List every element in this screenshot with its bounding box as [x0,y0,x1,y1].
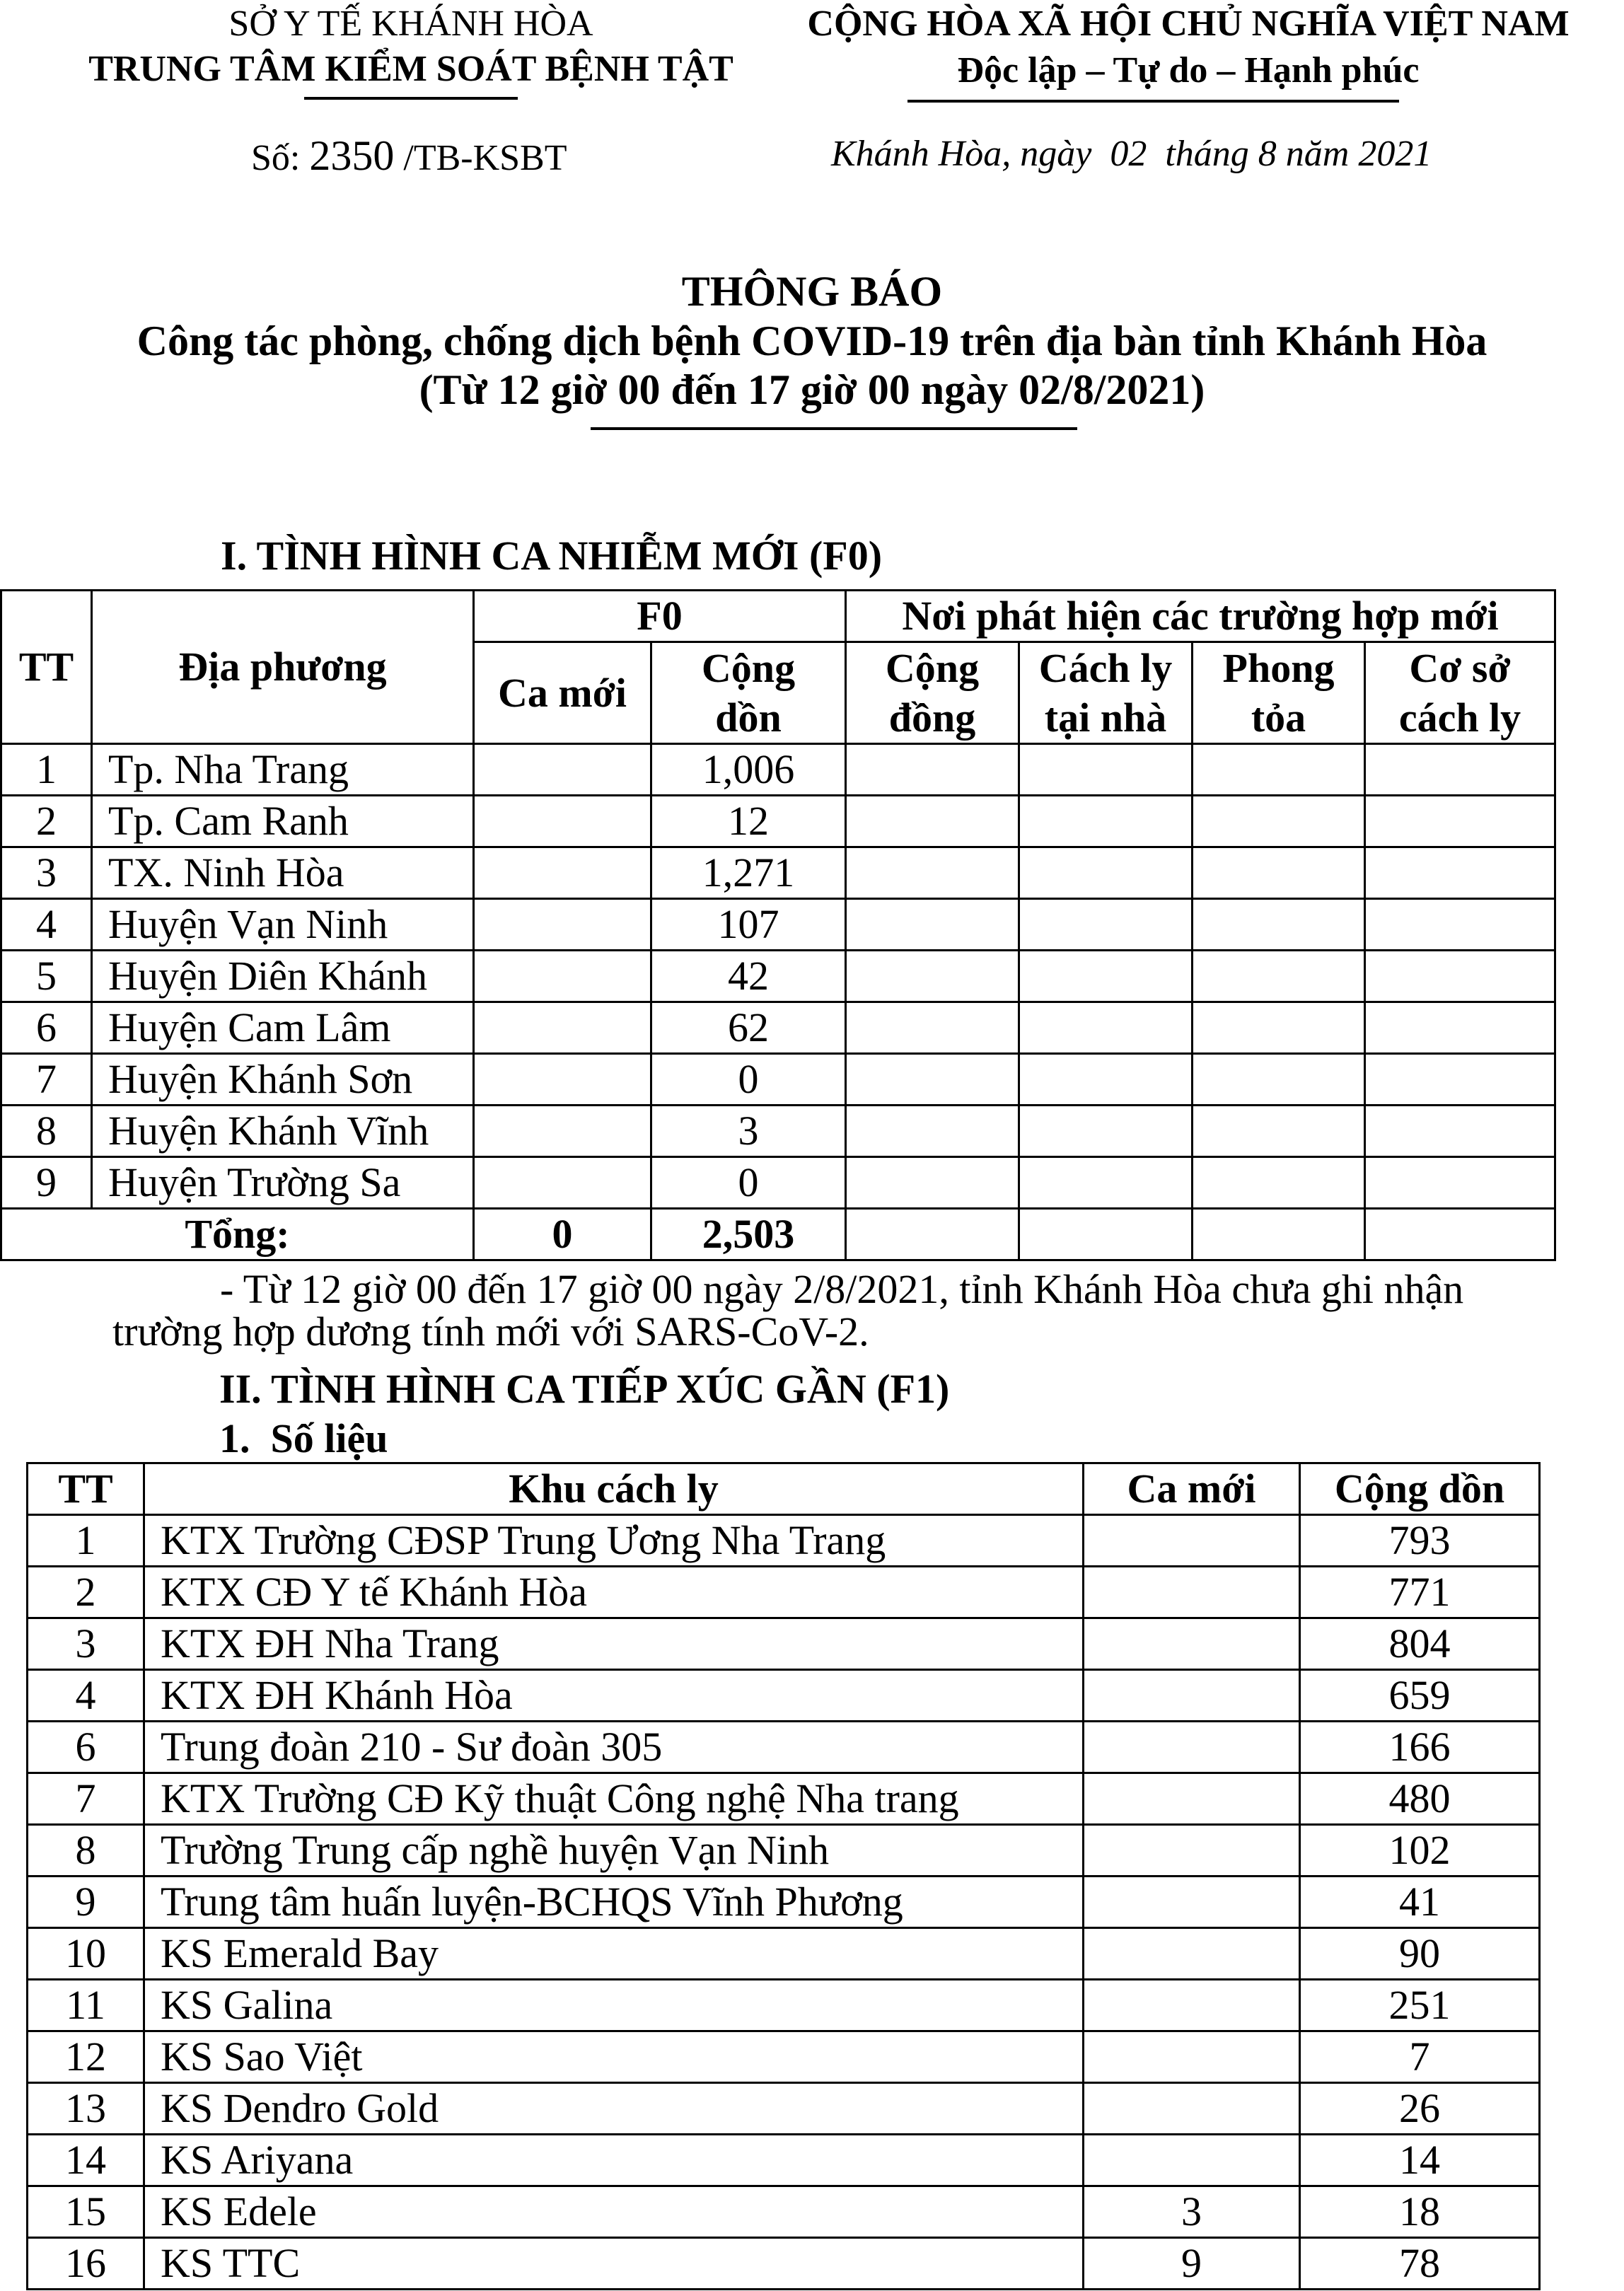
header-cumulative-line2: dồn [715,694,782,741]
header-cumulative-line1: Cộng [701,644,796,691]
f1-row-new-cases [1084,1877,1300,1928]
f1-row-cumulative: 18 [1300,2186,1540,2238]
f0-table [0,589,1556,1261]
f1-row-tt: 3 [28,1618,144,1670]
f1-row-tt: 11 [28,1980,144,2031]
row-tt: 6 [1,1002,92,1054]
row-community [846,847,1019,899]
row-home-isolation [1019,847,1193,899]
f1-row-new-cases [1084,1825,1300,1877]
header-lockdown-line1: Phong [1222,644,1335,691]
f0-table-row [1,847,1555,899]
f1-row-new-cases [1084,1980,1300,2031]
f1-row-area: Trung tâm huấn luyện-BCHQS Vĩnh Phương [144,1877,1084,1928]
f1-row-tt: 1 [28,1515,144,1567]
row-home-isolation [1019,899,1193,951]
header-community-line2: đồng [888,694,976,741]
row-home-isolation [1019,1002,1193,1054]
f1-row-cumulative: 26 [1300,2083,1540,2135]
f1-row-new-cases [1084,1670,1300,1722]
header-facility [1365,642,1555,744]
f1-row-new-cases: 3 [1084,2186,1300,2238]
f1-row-new-cases [1084,1722,1300,1773]
row-facility [1365,847,1555,899]
row-lockdown [1193,899,1365,951]
row-home-isolation [1019,1106,1193,1157]
row-new-cases [474,1054,651,1106]
f1-row-tt: 6 [28,1722,144,1773]
header-community-line1: Cộng [885,644,980,691]
header-new-cases: Ca mới [474,642,651,744]
row-new-cases [474,744,651,796]
f1-row-cumulative: 480 [1300,1773,1540,1825]
f1-row-new-cases [1084,1773,1300,1825]
f1-table-row [28,1980,1540,2031]
f1-row-tt: 8 [28,1825,144,1877]
f1-row-tt: 16 [28,2238,144,2290]
f1-row-new-cases [1084,1618,1300,1670]
row-cumulative: 0 [651,1054,846,1106]
f1-table-row [28,2083,1540,2135]
row-home-isolation [1019,951,1193,1002]
total-facility [1365,1209,1555,1260]
row-lockdown [1193,951,1365,1002]
row-new-cases [474,1106,651,1157]
row-community [846,899,1019,951]
row-facility [1365,1157,1555,1209]
row-locality: TX. Ninh Hòa [92,847,474,899]
f1-row-new-cases [1084,2083,1300,2135]
header-f0: F0 [474,591,846,642]
row-tt: 8 [1,1106,92,1157]
row-locality: Tp. Nha Trang [92,744,474,796]
f1-row-tt: 10 [28,1928,144,1980]
f1-row-area: KS TTC [144,2238,1084,2290]
title-underline [591,427,1077,430]
total-label: Tổng: [1,1209,474,1260]
header-locality: Địa phương [92,591,474,744]
f1-row-area: KS Emerald Bay [144,1928,1084,1980]
f1-table-row [28,2238,1540,2290]
total-lockdown [1193,1209,1365,1260]
f1-table [26,1462,1541,2290]
nation-name: CỘNG HÒA XÃ HỘI CHỦ NGHĨA VIỆT NAM [807,4,1570,44]
header-lockdown [1193,642,1365,744]
row-locality: Tp. Cam Ranh [92,796,474,847]
header-community [846,642,1019,744]
f1-row-area: KTX CĐ Y tế Khánh Hòa [144,1567,1084,1618]
row-new-cases [474,796,651,847]
row-lockdown [1193,1106,1365,1157]
row-tt: 2 [1,796,92,847]
row-locality: Huyện Trường Sa [92,1157,474,1209]
total-cumulative: 2,503 [651,1209,846,1260]
note-line-1: - Từ 12 giờ 00 đến 17 giờ 00 ngày 2/8/2021, tỉnh Khánh Hòa chưa ghi nhận [220,1266,1464,1312]
f0-table-row [1,1054,1555,1106]
org-underline [304,97,518,100]
header-home-line1: Cách ly [1038,644,1173,691]
f1-header-new-cases: Ca mới [1084,1463,1300,1515]
header-detected-location: Nơi phát hiện các trường hợp mới [846,591,1555,642]
row-new-cases [474,951,651,1002]
doc-subtitle: Công tác phòng, chống dịch bệnh COVID-19 trên địa bàn tỉnh Khánh Hòa [137,318,1487,364]
row-facility [1365,744,1555,796]
row-cumulative: 12 [651,796,846,847]
f1-table-row [28,2135,1540,2186]
f1-row-area: KS Dendro Gold [144,2083,1084,2135]
f0-table-row [1,899,1555,951]
f1-row-new-cases [1084,1515,1300,1567]
row-community [846,1054,1019,1106]
f1-row-cumulative: 166 [1300,1722,1540,1773]
f1-table-row [28,1515,1540,1567]
row-community [846,796,1019,847]
row-cumulative: 3 [651,1106,846,1157]
f1-header-tt: TT [28,1463,144,1515]
row-locality: Huyện Khánh Sơn [92,1054,474,1106]
doc-number-prefix: Số: [251,138,301,178]
f0-table-row [1,796,1555,847]
f1-row-tt: 12 [28,2031,144,2083]
f1-table-row [28,1722,1540,1773]
row-cumulative: 1,271 [651,847,846,899]
f1-table-row [28,1670,1540,1722]
row-locality: Huyện Khánh Vĩnh [92,1106,474,1157]
nation-motto: Độc lập – Tự do – Hạnh phúc [957,50,1420,91]
f1-row-new-cases: 9 [1084,2238,1300,2290]
row-community [846,1157,1019,1209]
row-tt: 4 [1,899,92,951]
f1-row-new-cases [1084,1928,1300,1980]
place-date: Khánh Hòa, ngày 02 tháng 8 năm 2021 [831,134,1432,174]
row-locality: Huyện Cam Lâm [92,1002,474,1054]
note-line-2: trường hợp dương tính mới với SARS-CoV-2. [112,1309,869,1355]
row-new-cases [474,1002,651,1054]
row-cumulative: 62 [651,1002,846,1054]
f1-row-area: KTX Trường CĐSP Trung Ương Nha Trang [144,1515,1084,1567]
f1-table-row [28,1567,1540,1618]
row-cumulative: 42 [651,951,846,1002]
f1-header-cumulative: Cộng dồn [1300,1463,1540,1515]
f0-table-row [1,1106,1555,1157]
header-facility-line2: cách ly [1398,694,1521,741]
f1-row-area: Trường Trung cấp nghề huyện Vạn Ninh [144,1825,1084,1877]
row-community [846,951,1019,1002]
doc-title: THÔNG BÁO [681,268,943,315]
f0-table-row [1,1157,1555,1209]
header-tt: TT [1,591,92,744]
row-cumulative: 1,006 [651,744,846,796]
row-tt: 1 [1,744,92,796]
f1-row-tt: 9 [28,1877,144,1928]
f1-row-cumulative: 771 [1300,1567,1540,1618]
total-community [846,1209,1019,1260]
section1-heading: I. TÌNH HÌNH CA NHIỄM MỚI (F0) [221,533,883,579]
row-locality: Huyện Diên Khánh [92,951,474,1002]
row-lockdown [1193,744,1365,796]
f1-row-cumulative: 7 [1300,2031,1540,2083]
row-new-cases [474,1157,651,1209]
total-home [1019,1209,1193,1260]
f1-row-tt: 4 [28,1670,144,1722]
f1-row-area: KS Galina [144,1980,1084,2031]
row-lockdown [1193,847,1365,899]
row-home-isolation [1019,1054,1193,1106]
section2-subheading: 1. Số liệu [219,1415,388,1461]
header-facility-line1: Cơ sở [1409,644,1511,691]
row-tt: 9 [1,1157,92,1209]
f1-row-cumulative: 102 [1300,1825,1540,1877]
f1-row-tt: 13 [28,2083,144,2135]
header-cumulative [651,642,846,744]
doc-number-value: 2350 [309,132,395,179]
f1-row-tt: 2 [28,1567,144,1618]
row-lockdown [1193,1054,1365,1106]
org-name: TRUNG TÂM KIỂM SOÁT BỆNH TẬT [88,49,733,89]
doc-period: (Từ 12 giờ 00 đến 17 giờ 00 ngày 02/8/2021) [419,366,1205,413]
f1-row-area: KS Ariyana [144,2135,1084,2186]
row-lockdown [1193,1002,1365,1054]
row-community [846,1106,1019,1157]
f1-table-row [28,1618,1540,1670]
row-facility [1365,1002,1555,1054]
f1-row-area: KTX Trường CĐ Kỹ thuật Công nghệ Nha trang [144,1773,1084,1825]
row-new-cases [474,899,651,951]
row-tt: 7 [1,1054,92,1106]
f1-row-area: KS Edele [144,2186,1084,2238]
f1-row-cumulative: 251 [1300,1980,1540,2031]
row-facility [1365,1054,1555,1106]
motto-underline [907,100,1399,103]
doc-number [251,132,567,180]
header-home-line2: tại nhà [1044,694,1167,741]
org-parent: SỞ Y TẾ KHÁNH HÒA [228,4,593,44]
f1-row-cumulative: 78 [1300,2238,1540,2290]
f1-table-row [28,2186,1540,2238]
f1-row-area: KS Sao Việt [144,2031,1084,2083]
row-tt: 5 [1,951,92,1002]
f1-row-new-cases [1084,2031,1300,2083]
f1-row-cumulative: 14 [1300,2135,1540,2186]
f1-row-area: KTX ĐH Nha Trang [144,1618,1084,1670]
row-home-isolation [1019,744,1193,796]
f1-row-cumulative: 793 [1300,1515,1540,1567]
row-lockdown [1193,796,1365,847]
row-facility [1365,951,1555,1002]
row-community [846,744,1019,796]
f1-row-tt: 15 [28,2186,144,2238]
f1-row-new-cases [1084,2135,1300,2186]
f0-table-row [1,744,1555,796]
f1-table-row [28,1773,1540,1825]
f1-table-row [28,1928,1540,1980]
header-home-isolation [1019,642,1193,744]
total-row [1,1209,1555,1260]
f1-row-area: KTX ĐH Khánh Hòa [144,1670,1084,1722]
row-facility [1365,1106,1555,1157]
f1-header-area: Khu cách ly [144,1463,1084,1515]
f1-row-cumulative: 659 [1300,1670,1540,1722]
row-home-isolation [1019,796,1193,847]
row-lockdown [1193,1157,1365,1209]
f0-table-row [1,1002,1555,1054]
f1-table-row [28,1825,1540,1877]
section2-heading: II. TÌNH HÌNH CA TIẾP XÚC GẦN (F1) [219,1366,950,1412]
f1-row-cumulative: 804 [1300,1618,1540,1670]
row-cumulative: 107 [651,899,846,951]
row-facility [1365,899,1555,951]
row-home-isolation [1019,1157,1193,1209]
f1-table-row [28,2031,1540,2083]
header-lockdown-line2: tỏa [1251,694,1306,741]
f1-table-row [28,1877,1540,1928]
f1-row-cumulative: 41 [1300,1877,1540,1928]
row-facility [1365,796,1555,847]
f1-row-cumulative: 90 [1300,1928,1540,1980]
total-new: 0 [474,1209,651,1260]
f1-row-area: Trung đoàn 210 - Sư đoàn 305 [144,1722,1084,1773]
row-locality: Huyện Vạn Ninh [92,899,474,951]
row-new-cases [474,847,651,899]
row-cumulative: 0 [651,1157,846,1209]
row-community [846,1002,1019,1054]
f1-row-tt: 7 [28,1773,144,1825]
row-tt: 3 [1,847,92,899]
f1-row-new-cases [1084,1567,1300,1618]
doc-number-suffix: /TB-KSBT [403,138,567,178]
f0-table-row [1,951,1555,1002]
f1-row-tt: 14 [28,2135,144,2186]
